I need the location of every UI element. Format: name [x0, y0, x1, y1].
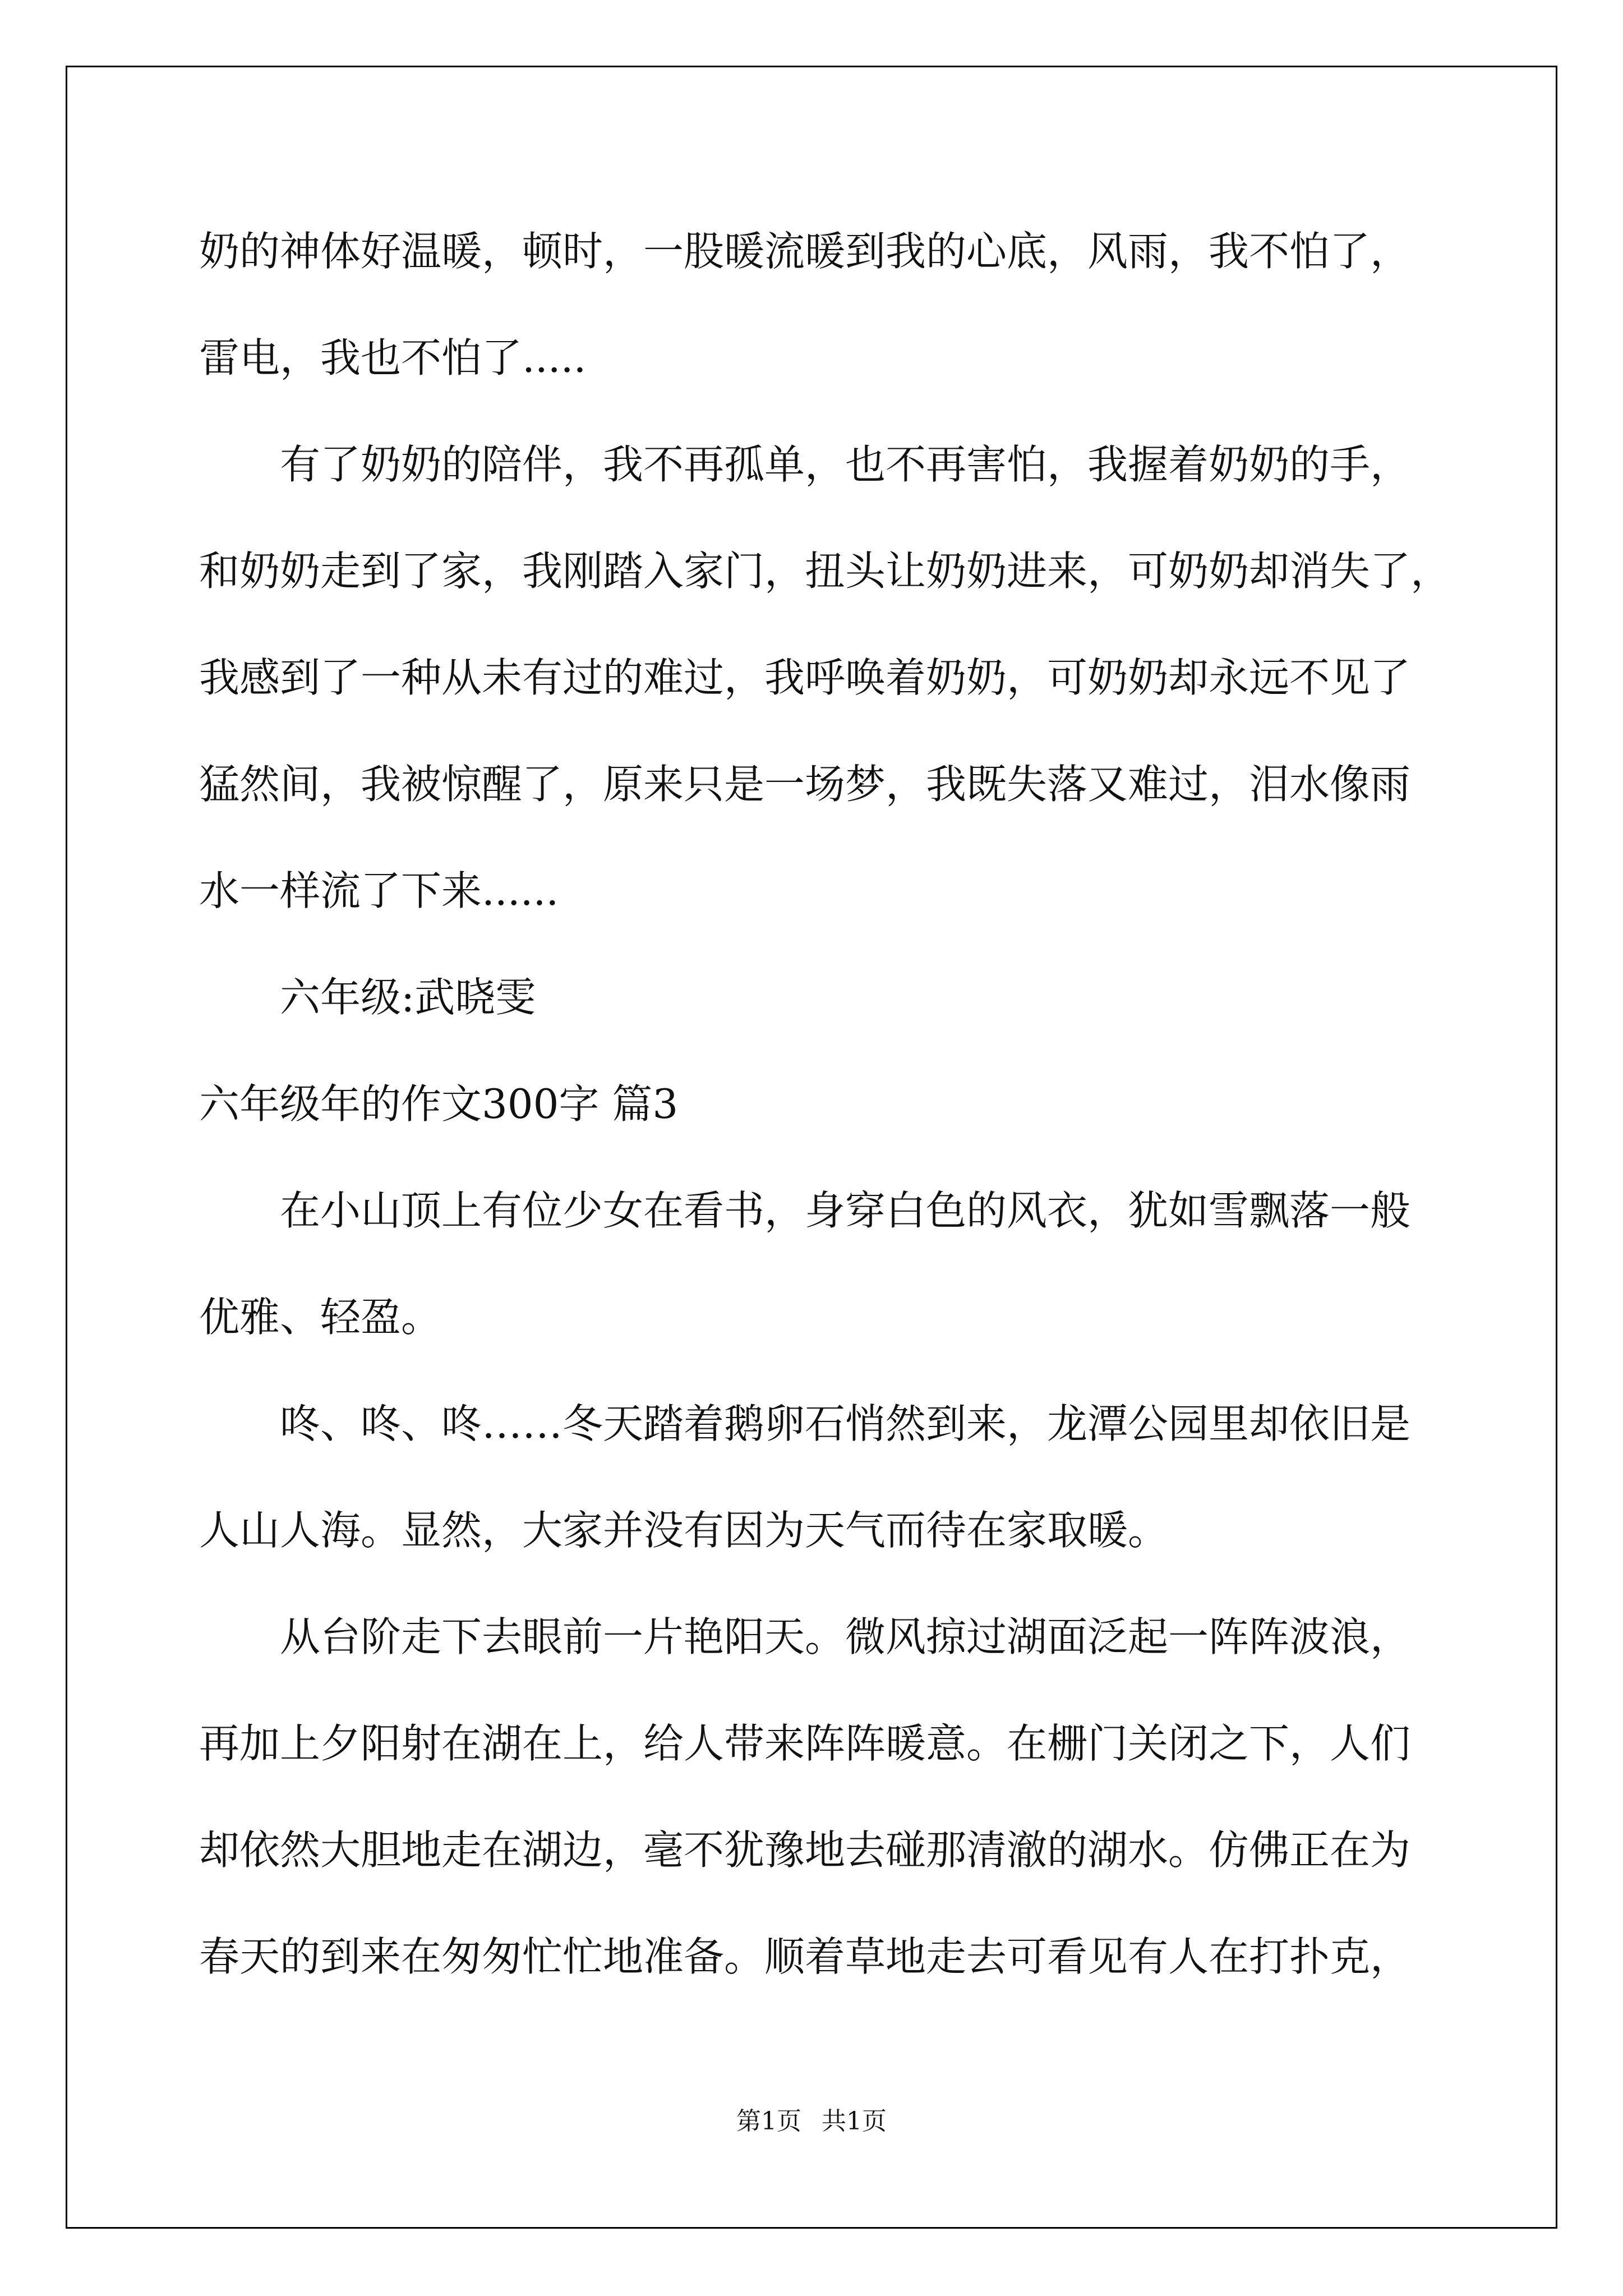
text-line: 雷电，我也不怕了..... — [199, 334, 587, 381]
text-line: 有了奶奶的陪伴，我不再孤单，也不再害怕，我握着奶奶的手， — [280, 441, 1411, 488]
text-line: 再加上夕阳射在湖在上，给人带来阵阵暖意。在栅门关闭之下，人们 — [199, 1720, 1411, 1767]
text-line: 优雅、轻盈。 — [199, 1294, 442, 1341]
text-line: 从台阶走下去眼前一片艳阳天。微风掠过湖面泛起一阵阵波浪， — [280, 1613, 1411, 1660]
text-line: 却依然大胆地走在湖边，毫不犹豫地去碰那清澈的湖水。仿佛正在为 — [199, 1826, 1411, 1874]
text-line: 春天的到来在匆匆忙忙地准备。顺着草地走去可看见有人在打扑克， — [199, 1933, 1411, 1980]
section-heading: 六年级年的作文300字 篇3 — [199, 1080, 679, 1128]
text-line: 我感到了一种从未有过的难过，我呼唤着奶奶，可奶奶却永远不见了 — [199, 654, 1411, 701]
text-line: 咚、咚、咚……冬天踏着鹅卵石悄然到来，龙潭公园里却依旧是 — [280, 1400, 1411, 1447]
text-line: 奶的神体好温暖，顿时，一股暖流暖到我的心底，风雨，我不怕了， — [199, 228, 1411, 275]
page-border — [66, 66, 1557, 2229]
page-footer — [0, 2101, 1623, 2137]
text-line: 水一样流了下来...... — [199, 867, 559, 914]
page-total: 共1页 — [822, 2107, 887, 2136]
text-line: 在小山顶上有位少女在看书，身穿白色的风衣，犹如雪飘落一般 — [280, 1187, 1411, 1234]
text-line: 猛然间，我被惊醒了，原来只是一场梦，我既失落又难过，泪水像雨 — [199, 761, 1411, 808]
text-line: 和奶奶走到了家，我刚踏入家门，扭头让奶奶进来，可奶奶却消失了， — [199, 547, 1451, 595]
page-number: 第1页 — [736, 2107, 801, 2136]
text-line: 六年级:武晓雯 — [280, 974, 536, 1021]
text-line: 人山人海。显然，大家并没有因为天气而待在家取暖。 — [199, 1507, 1169, 1554]
